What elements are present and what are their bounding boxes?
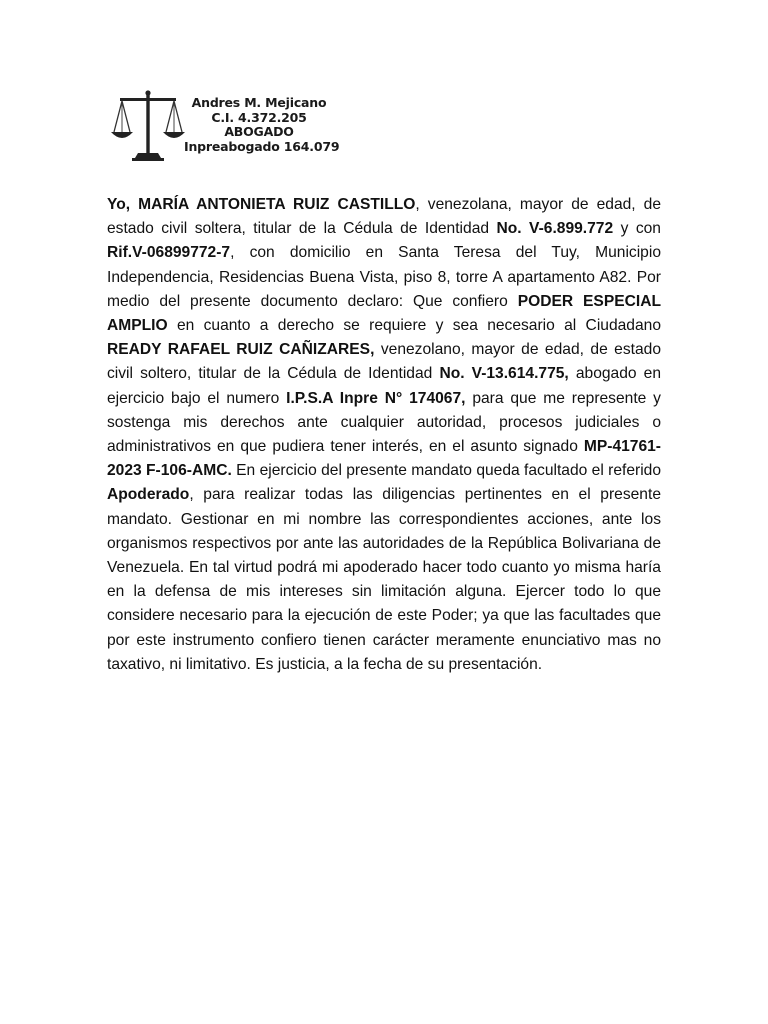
scales-of-justice-icon <box>108 74 188 182</box>
bold-text-segment: MP-41761-2023 F-106-AMC. <box>107 438 661 480</box>
lawyer-inpre: Inpreabogado 164.079 <box>184 138 340 154</box>
text-segment: en cuanto a derecho se requiere y sea necesario al Ciudadano <box>167 317 661 335</box>
lawyer-title: ABOGADO <box>224 124 294 139</box>
bold-text-segment: No. V-13.614.775, <box>439 365 569 383</box>
letterhead <box>108 74 340 184</box>
text-segment: En ejercicio del presente mandato queda facultado el referido <box>231 462 661 480</box>
lawyer-ci: C.I. 4.372.205 <box>211 109 307 125</box>
bold-text-segment: No. V-6.899.772 <box>496 220 614 238</box>
bold-text-segment: I.P.S.A Inpre N° 174067, <box>286 389 466 407</box>
text-segment: , venezolana, mayor de edad, de estado civil soltera, titular de la Cédula de Identidad <box>107 196 661 238</box>
bold-text-segment: Yo, MARÍA ANTONIETA RUIZ CASTILLO <box>107 196 416 213</box>
text-segment: abogado en ejercicio bajo el numero <box>107 365 662 407</box>
bold-text-segment: Rif.V-06899772-7 <box>107 244 231 262</box>
bold-text-segment: Apoderado <box>107 486 190 504</box>
bold-text-segment: PODER ESPECIAL AMPLIO <box>107 292 662 335</box>
lawyer-name: Andres M. Mejicano <box>191 95 327 110</box>
power-of-attorney-paragraph <box>107 193 661 677</box>
text-segment: y con <box>613 220 661 238</box>
text-segment: , para realizar todas las diligencias pertinentes en el presente mandato. Gestionar en mi nombre las correspondientes acciones, ante los organismos respectivos por ante las autoridades de la República Bolivariana de Venezuela. En tal virtud podrá mi apoderado hacer todo cuanto yo misma haría en la defensa de mis intereses sin limitación alguna. Ejercer todo lo que considere necesario para la ejecución de este Poder; ya que las facultades que por este instrumento confiero tienen carácter meramente enunciativo mas no taxativo, ni limitativo. Es justicia, a la fecha de su presentación. <box>107 486 661 673</box>
text-segment: , con domicilio en Santa Teresa del Tuy, Municipio Independencia, Residencias Buena Vista, piso 8, torre A apartamento A82. Por medio del presente documento declaro: Que confiero <box>107 244 661 310</box>
bold-text-segment: READY RAFAEL RUIZ CAÑIZARES, <box>107 341 375 359</box>
letterhead-text <box>184 95 340 154</box>
text-segment: para que me represente y sostenga mis derechos ante cualquier autoridad, procesos judiciales o administrativos en que pudiera tener interés, en el asunto signado <box>107 389 661 456</box>
text-segment: venezolano, mayor de edad, de estado civil soltero, titular de la Cédula de Identidad <box>107 341 662 383</box>
